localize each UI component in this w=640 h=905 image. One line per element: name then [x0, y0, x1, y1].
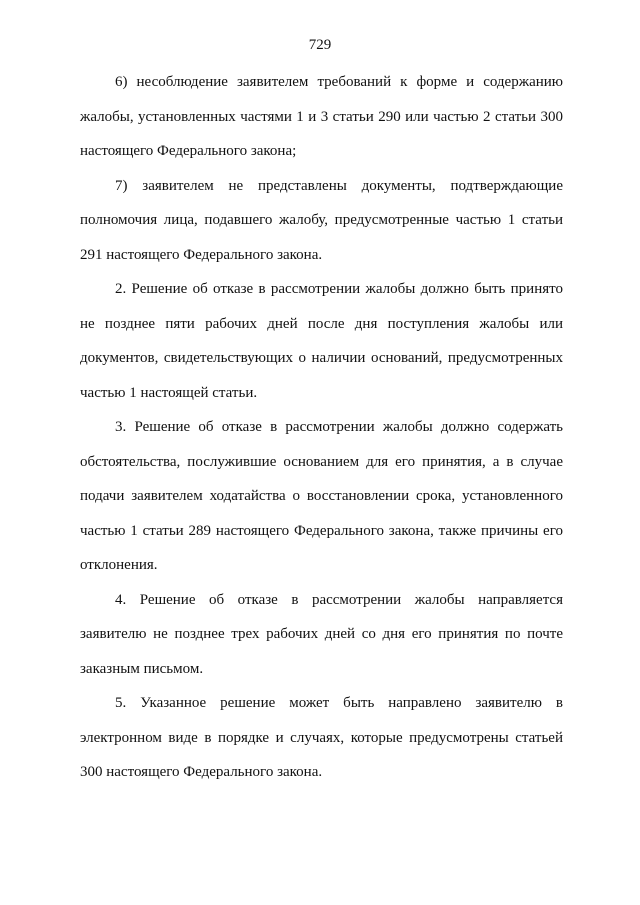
paragraph-item-7: 7) заявителем не представлены документы, подтверждающие полномочия лица, подавшего жалобу, предусмотренные частью 1 статьи 291 настоящего Федерального закона. [80, 177, 563, 263]
paragraph-part-4: 4. Решение об отказе в рассмотрении жалобы направляется заявителю не позднее трех рабочих дней со дня его принятия по почте заказным письмом. [80, 591, 563, 677]
paragraph-part-2: 2. Решение об отказе в рассмотрении жалобы должно быть принято не позднее пяти рабочих дней после дня поступления жалобы или документов, свидетельствующих о наличии оснований, предусмотренных частью 1 настоящей статьи. [80, 281, 563, 401]
page-number: 729 [308, 37, 332, 53]
paragraph-part-5: 5. Указанное решение может быть направлено заявителю в электронном виде в порядке и случаях, которые предусмотрены статьей 300 настоящего Федерального закона. [80, 695, 563, 780]
document-body [80, 65, 563, 790]
paragraph-item-6: 6) несоблюдение заявителем требований к форме и содержанию жалобы, установленных частями 1 и 3 статьи 290 или частью 2 статьи 300 настоящего Федерального закона; [80, 74, 563, 159]
paragraph-part-3: 3. Решение об отказе в рассмотрении жалобы должно содержать обстоятельства, послужившие основанием для его принятия, а в случае подачи заявителем ходатайства о восстановлении срока, установленного частью 1 статьи 289 настоящего Федерального закона, также причины его отклонения. [80, 419, 563, 573]
